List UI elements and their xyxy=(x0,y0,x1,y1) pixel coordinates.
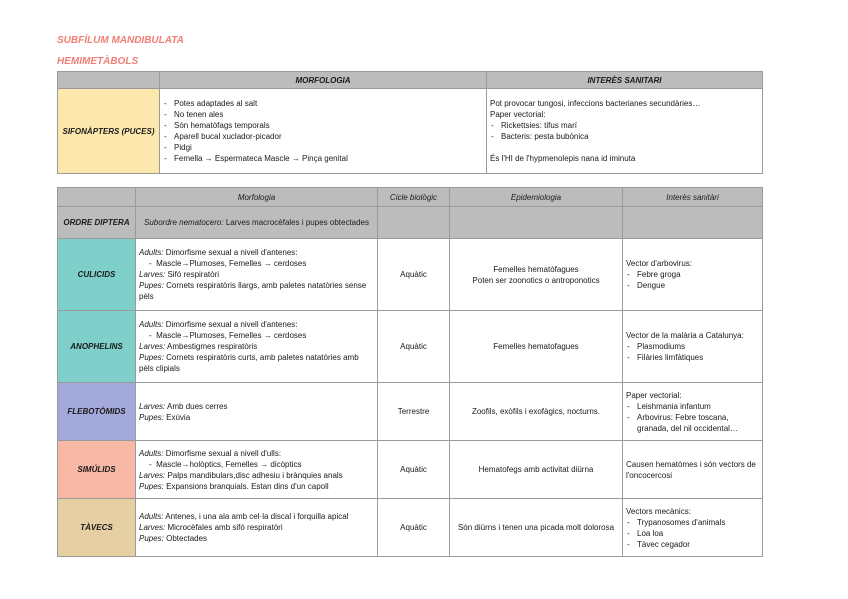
cicle-cell: Aquàtic xyxy=(378,499,450,557)
interes-title: Paper vectorial: xyxy=(626,390,682,400)
interes-title: Causen hematòmes i són vectors de l'oncocercosi xyxy=(626,459,756,480)
ordre-row xyxy=(58,207,763,239)
subphylum-heading: SUBFÍLUM MANDIBULATA xyxy=(57,35,184,46)
epidemiologia-cell xyxy=(450,441,623,499)
suborder-text: Larves macrocèfales i pupes obtectades xyxy=(223,218,370,227)
epi-line: Femelles hematòfagues xyxy=(493,264,579,274)
list-item: - Dengue xyxy=(626,280,759,291)
pupes-label: Pupes: xyxy=(139,412,164,422)
sex-line-text: Mascle→Plumoses, Femelles → cerdoses xyxy=(156,259,307,268)
adults-label: Adults: xyxy=(139,248,164,257)
larves-label: Larves: xyxy=(139,470,166,480)
adults-label: Adults: xyxy=(139,448,164,458)
morfologia-cell xyxy=(136,499,378,557)
flea-row xyxy=(58,89,763,174)
list-item: - Pidgi xyxy=(163,142,483,153)
larves-text: Amb dues cerres xyxy=(165,401,228,411)
list-item: - Loa loa xyxy=(626,528,759,539)
larves-text: Ambestigmes respiratòris xyxy=(165,342,258,351)
larves-text: Sifó respiratòri xyxy=(165,270,220,279)
text-line: Paper vectorial: xyxy=(490,110,546,119)
ordre-empty-cell xyxy=(623,207,763,239)
table-row xyxy=(58,499,763,557)
interes-title: Vectors mecànics: xyxy=(626,506,691,516)
interes-cell xyxy=(623,239,763,311)
flea-interes-cell xyxy=(487,89,763,174)
morfologia-cell xyxy=(136,441,378,499)
pupes-text: Obtectades xyxy=(163,534,208,543)
list-item: - Arbovirus: Febre toscana, granada, del nil occidental… xyxy=(626,412,759,434)
larves-text: Microcèfales amb sifó respiratòri xyxy=(165,523,283,532)
diptera-header-row xyxy=(58,188,763,207)
epidemiologia-cell xyxy=(450,239,623,311)
diptera-header-epidemiologia: Epidemiologia xyxy=(450,188,623,207)
suborder-prefix: Subordre nematocero: xyxy=(143,218,224,227)
epi-line: Poten ser zoonotics o antroponotics xyxy=(472,275,600,285)
pupes-label: Pupes: xyxy=(139,481,164,491)
list-item: - Aparell bucal xuclador-picador xyxy=(163,131,483,142)
table-row xyxy=(58,383,763,441)
ordre-label: ORDRE DIPTERA xyxy=(58,207,136,239)
table-row xyxy=(58,441,763,499)
larves-label: Larves: xyxy=(139,523,166,532)
sex-line: - Mascle→Plumoses, Femelles → cerdoses xyxy=(149,331,307,340)
list-item: - Filàries limfàtiques xyxy=(626,352,759,363)
flea-header-empty xyxy=(58,72,160,89)
text-line xyxy=(490,142,759,153)
suborder-cell xyxy=(136,207,378,239)
row-label-flebotomids: FLEBOTÒMIDS xyxy=(58,383,136,441)
interes-cell xyxy=(623,311,763,383)
list-item: - Trypanosomes d'animals xyxy=(626,517,759,528)
cicle-cell: Aquàtic xyxy=(378,441,450,499)
ordre-empty-cell xyxy=(378,207,450,239)
list-item: - Tàvec cegador xyxy=(626,539,759,550)
diptera-header-empty xyxy=(58,188,136,207)
larves-text: Palps mandibulars,disc adhesiu i brànquies anals xyxy=(165,470,343,480)
diptera-table xyxy=(57,187,763,557)
pupes-label: Pupes: xyxy=(139,534,164,543)
adults-label: Adults: xyxy=(139,512,164,521)
sex-line: - Mascle→Plumoses, Femelles → cerdoses xyxy=(149,259,307,268)
sex-line: - Mascle→holòptics, Femelles → dicòptics xyxy=(149,459,302,469)
list-item: - Plasmodiums xyxy=(626,341,759,352)
interes-cell xyxy=(623,499,763,557)
interes-cell xyxy=(623,383,763,441)
epidemiologia-cell xyxy=(450,311,623,383)
diptera-header-interes: Interès sanitàri xyxy=(623,188,763,207)
flea-morfologia-cell xyxy=(160,89,487,174)
cicle-cell: Terrestre xyxy=(378,383,450,441)
text-line: Pot provocar tungosi, infeccions bacterianes secundàries… xyxy=(490,99,701,108)
flea-row-label: SIFONÀPTERS (PUCES) xyxy=(58,89,160,174)
list-item: - Leishmania infantum xyxy=(626,401,759,412)
row-label-anophelins: ANOPHELINS xyxy=(58,311,136,383)
diptera-header-cicle: Cicle biològic xyxy=(378,188,450,207)
interes-cell xyxy=(623,441,763,499)
epi-line: Són diürns i tenen una picada molt dolorosa xyxy=(457,523,615,532)
flea-table xyxy=(57,71,763,174)
pupes-label: Pupes: xyxy=(139,281,164,290)
ordre-empty-cell xyxy=(450,207,623,239)
larves-label: Larves: xyxy=(139,270,166,279)
cicle-cell: Aquàtic xyxy=(378,239,450,311)
larves-label: Larves: xyxy=(139,342,166,351)
flea-table-header-row xyxy=(58,72,763,89)
larves-label: Larves: xyxy=(139,401,166,411)
table-row xyxy=(58,311,763,383)
morfologia-cell xyxy=(136,239,378,311)
morfologia-cell xyxy=(136,311,378,383)
cicle-cell: Aquàtic xyxy=(378,311,450,383)
row-label-simulids: SIMÚLIDS xyxy=(58,441,136,499)
interes-title: Vector de la malària a Catalunya: xyxy=(626,331,744,340)
adults-text: Dimorfisme sexual a nivell d'antenes: xyxy=(163,248,298,257)
flea-header-interes: INTERÈS SANITARI xyxy=(487,72,763,89)
pupes-label: Pupes: xyxy=(139,353,164,362)
text-line: És l'HI de l'hypmenolepis nana id iminuta xyxy=(490,154,636,163)
sex-line-text: Mascle→holòptics, Femelles → dicòptics xyxy=(156,459,302,469)
flea-header-morfologia: MORFOLOGIA xyxy=(160,72,487,89)
epidemiologia-cell xyxy=(450,499,623,557)
epidemiologia-cell xyxy=(450,383,623,441)
row-label-culicids: CULICIDS xyxy=(58,239,136,311)
diptera-header-morfologia: Morfologia xyxy=(136,188,378,207)
adults-text: Dimorfisme sexual a nivell d'ulls: xyxy=(163,448,282,458)
list-item: - Febre groga xyxy=(626,269,759,280)
pupes-text: Cornets respiratòris curts, amb paletes natatòries amb pèls clipials xyxy=(139,353,359,373)
group-heading: HEMIMETÀBOLS xyxy=(57,56,139,67)
pupes-text: Cornets respiratòris llargs, amb paletes natatòries sense pèls xyxy=(139,281,367,301)
adults-text: Antenes, i una ala amb cel·la discal i forquilla apical xyxy=(163,512,349,521)
pupes-text: Exúvia xyxy=(163,412,191,422)
row-label-tavecs: TÀVECS xyxy=(58,499,136,557)
list-item: - Rickettsies: tifus marí xyxy=(490,120,759,131)
morfologia-cell xyxy=(136,383,378,441)
list-item: - Potes adaptades al salt xyxy=(163,98,483,109)
list-item: - Bacteris: pesta bubònica xyxy=(490,131,759,142)
list-item: - No tenen ales xyxy=(163,109,483,120)
interes-title: Vector d'arbovirus: xyxy=(626,259,693,268)
pupes-text: Expansions branquials. Estan dins d'un capoll xyxy=(163,481,329,491)
epi-line: Femelles hematofagues xyxy=(493,342,579,351)
epi-line: Hematofegs amb activitat diürna xyxy=(478,465,594,474)
table-row xyxy=(58,239,763,311)
adults-label: Adults: xyxy=(139,320,164,329)
epi-line: Zoofils, exòfils i exofàgics, nocturns. xyxy=(471,407,601,416)
list-item: - Són hematòfags temporals xyxy=(163,120,483,131)
adults-text: Dimorfisme sexual a nivell d'antenes: xyxy=(163,320,298,329)
list-item: - Femella → Espermateca Mascle → Pinça genital xyxy=(163,153,483,164)
sex-line-text: Mascle→Plumoses, Femelles → cerdoses xyxy=(156,331,307,340)
